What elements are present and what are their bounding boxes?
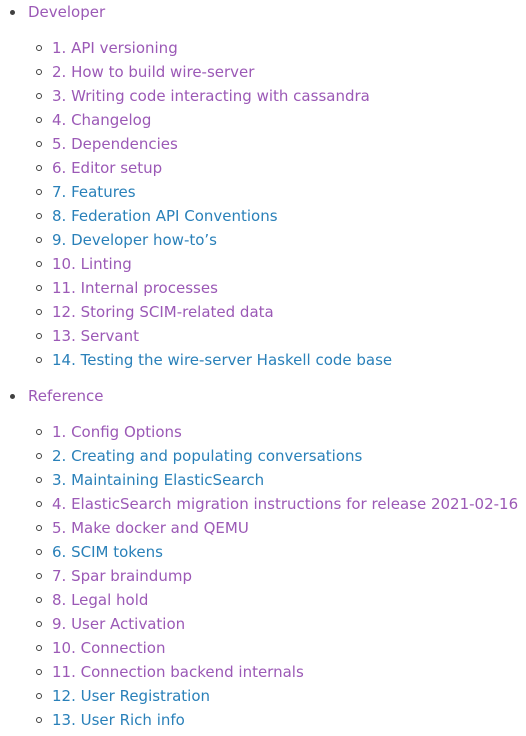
list-item [0,252,526,276]
toc-link[interactable]: 9. User Activation [52,615,186,633]
section-developer [0,0,526,24]
toc-link[interactable]: 13. Servant [52,327,139,345]
toc-link[interactable]: 7. Spar braindump [52,567,192,585]
circle-bullet-icon [36,645,42,651]
circle-bullet-icon [36,573,42,579]
circle-bullet-icon [36,189,42,195]
circle-bullet-icon [36,165,42,171]
circle-bullet-icon [36,429,42,435]
toc-link[interactable]: 4. ElasticSearch migration instructions for release 2021-02-16 [52,495,519,513]
toc-link[interactable]: 9. Developer how-to’s [52,231,217,249]
circle-bullet-icon [36,237,42,243]
toc-link[interactable]: 1. API versioning [52,39,178,57]
toc-link[interactable]: 2. Creating and populating conversations [52,447,363,465]
circle-bullet-icon [36,309,42,315]
list-item [0,108,526,132]
circle-bullet-icon [36,285,42,291]
toc-link[interactable]: 13. User Rich info [52,711,185,729]
toc-link[interactable]: 8. Legal hold [52,591,149,609]
toc-link[interactable]: 2. How to build wire-server [52,63,255,81]
list-item [0,84,526,108]
bullet-icon [10,10,15,15]
list-item [0,36,526,60]
toc-link[interactable]: 12. Storing SCIM-related data [52,303,274,321]
list-item [0,492,526,516]
circle-bullet-icon [36,261,42,267]
list-item [0,660,526,684]
circle-bullet-icon [36,501,42,507]
list-item [0,324,526,348]
list-item [0,420,526,444]
circle-bullet-icon [36,213,42,219]
toc-link[interactable]: 14. Testing the wire-server Haskell code base [52,351,393,369]
circle-bullet-icon [36,549,42,555]
circle-bullet-icon [36,333,42,339]
circle-bullet-icon [36,621,42,627]
circle-bullet-icon [36,597,42,603]
toc-link[interactable]: 11. Connection backend internals [52,663,304,681]
toc-link[interactable]: 10. Connection [52,639,166,657]
circle-bullet-icon [36,69,42,75]
circle-bullet-icon [36,525,42,531]
toc-link[interactable]: 12. User Registration [52,687,211,705]
list-item [0,564,526,588]
list-item [0,132,526,156]
toc-link[interactable]: 3. Writing code interacting with cassandra [52,87,370,105]
circle-bullet-icon [36,693,42,699]
list-item [0,588,526,612]
toc-link[interactable]: 5. Dependencies [52,135,178,153]
toc-link[interactable]: 1. Config Options [52,423,182,441]
list-item [0,444,526,468]
section-link[interactable]: Reference [28,387,104,405]
circle-bullet-icon [36,453,42,459]
circle-bullet-icon [36,93,42,99]
circle-bullet-icon [36,477,42,483]
list-item [0,60,526,84]
list-item [0,612,526,636]
toc-link[interactable]: 10. Linting [52,255,132,273]
circle-bullet-icon [36,717,42,723]
list-item [0,540,526,564]
circle-bullet-icon [36,45,42,51]
list-item [0,516,526,540]
toc-link[interactable]: 4. Changelog [52,111,152,129]
list-item [0,300,526,324]
list-item [0,276,526,300]
list-item [0,708,526,732]
list-item [0,204,526,228]
toc-link[interactable]: 3. Maintaining ElasticSearch [52,471,265,489]
circle-bullet-icon [36,357,42,363]
section-reference [0,384,526,408]
toc-link[interactable]: 11. Internal processes [52,279,218,297]
list-item [0,156,526,180]
toc-link[interactable]: 5. Make docker and QEMU [52,519,249,537]
circle-bullet-icon [36,669,42,675]
list-item [0,468,526,492]
list-item [0,180,526,204]
toc-link[interactable]: 6. SCIM tokens [52,543,163,561]
circle-bullet-icon [36,141,42,147]
list-item [0,228,526,252]
section-link[interactable]: Developer [28,3,106,21]
list-item [0,684,526,708]
toc-link[interactable]: 6. Editor setup [52,159,163,177]
toc-link[interactable]: 7. Features [52,183,136,201]
list-item [0,348,526,372]
bullet-icon [10,394,15,399]
circle-bullet-icon [36,117,42,123]
toc-link[interactable]: 8. Federation API Conventions [52,207,278,225]
list-item [0,636,526,660]
